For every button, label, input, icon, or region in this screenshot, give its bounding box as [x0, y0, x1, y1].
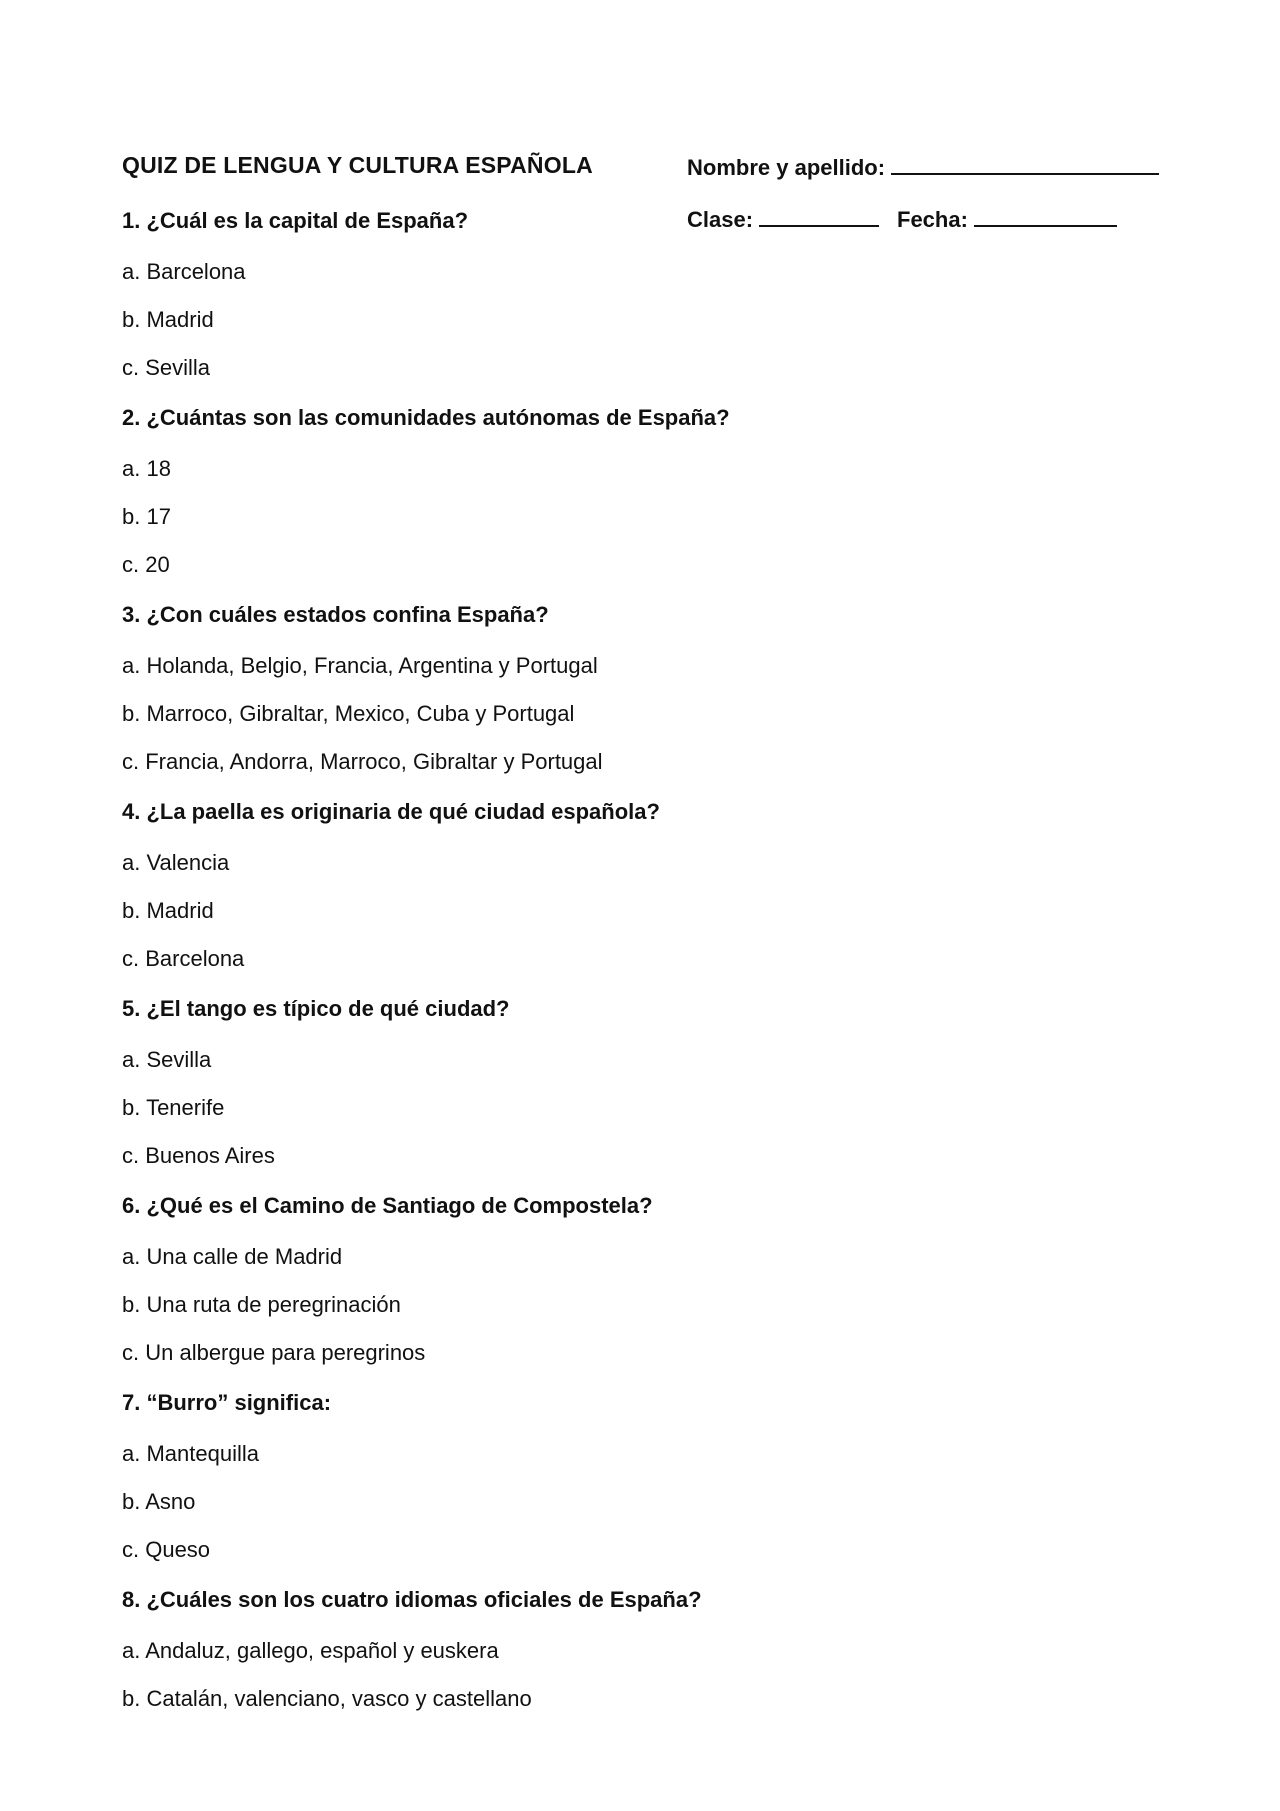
question-text: 5. ¿El tango es típico de qué ciudad?	[122, 996, 510, 1021]
question-text: 4. ¿La paella es originaria de qué ciudad española?	[122, 799, 660, 824]
option-c[interactable]: c. Un albergue para peregrinos	[122, 1340, 426, 1365]
option-a[interactable]: a. Mantequilla	[122, 1441, 259, 1466]
question-text: 1. ¿Cuál es la capital de España?	[122, 208, 469, 233]
question-4	[122, 796, 1162, 971]
question-2	[122, 402, 1162, 577]
option-c[interactable]: c. Barcelona	[122, 946, 245, 971]
option-b[interactable]: b. Una ruta de peregrinación	[122, 1292, 401, 1317]
question-7	[122, 1387, 1162, 1562]
question-6	[122, 1190, 1162, 1365]
question-8	[122, 1584, 1162, 1711]
name-field[interactable]	[687, 155, 1159, 181]
question-text: 6. ¿Qué es el Camino de Santiago de Compostela?	[122, 1193, 653, 1218]
option-c[interactable]: c. 20	[122, 552, 170, 577]
question-1	[122, 205, 1162, 380]
page-title: QUIZ DE LENGUA Y CULTURA ESPAÑOLA	[122, 152, 593, 178]
option-b[interactable]: b. 17	[122, 504, 171, 529]
option-c[interactable]: c. Buenos Aires	[122, 1143, 275, 1168]
date-label: Fecha:	[897, 207, 968, 232]
option-a[interactable]: a. Valencia	[122, 850, 230, 875]
option-b[interactable]: b. Marroco, Gibraltar, Mexico, Cuba y Portugal	[122, 701, 575, 726]
class-label: Clase:	[687, 207, 754, 232]
option-b[interactable]: b. Madrid	[122, 307, 214, 332]
question-text: 7. “Burro” significa:	[122, 1390, 332, 1415]
option-a[interactable]: a. Sevilla	[122, 1047, 212, 1072]
option-a[interactable]: a. Una calle de Madrid	[122, 1244, 343, 1269]
question-3	[122, 599, 1162, 774]
name-label: Nombre y apellido:	[687, 155, 886, 180]
option-b[interactable]: b. Madrid	[122, 898, 214, 923]
option-b[interactable]: b. Asno	[122, 1489, 196, 1514]
option-a[interactable]: a. Andaluz, gallego, español y euskera	[122, 1638, 499, 1663]
question-text: 8. ¿Cuáles son los cuatro idiomas oficiales de España?	[122, 1587, 702, 1612]
option-c[interactable]: c. Francia, Andorra, Marroco, Gibraltar y Portugal	[122, 749, 603, 774]
option-a[interactable]: a. Barcelona	[122, 259, 246, 284]
option-b[interactable]: b. Catalán, valenciano, vasco y castellano	[122, 1686, 532, 1711]
option-a[interactable]: a. 18	[122, 456, 171, 481]
question-text: 3. ¿Con cuáles estados confina España?	[122, 602, 549, 627]
question-text: 2. ¿Cuántas son las comunidades autónomas de España?	[122, 405, 730, 430]
question-list	[122, 205, 1162, 1711]
question-5	[122, 993, 1162, 1168]
option-c[interactable]: c. Queso	[122, 1537, 211, 1562]
option-b[interactable]: b. Tenerife	[122, 1095, 225, 1120]
option-c[interactable]: c. Sevilla	[122, 355, 211, 380]
name-blank-line[interactable]	[891, 155, 1159, 175]
option-a[interactable]: a. Holanda, Belgio, Francia, Argentina y Portugal	[122, 653, 598, 678]
